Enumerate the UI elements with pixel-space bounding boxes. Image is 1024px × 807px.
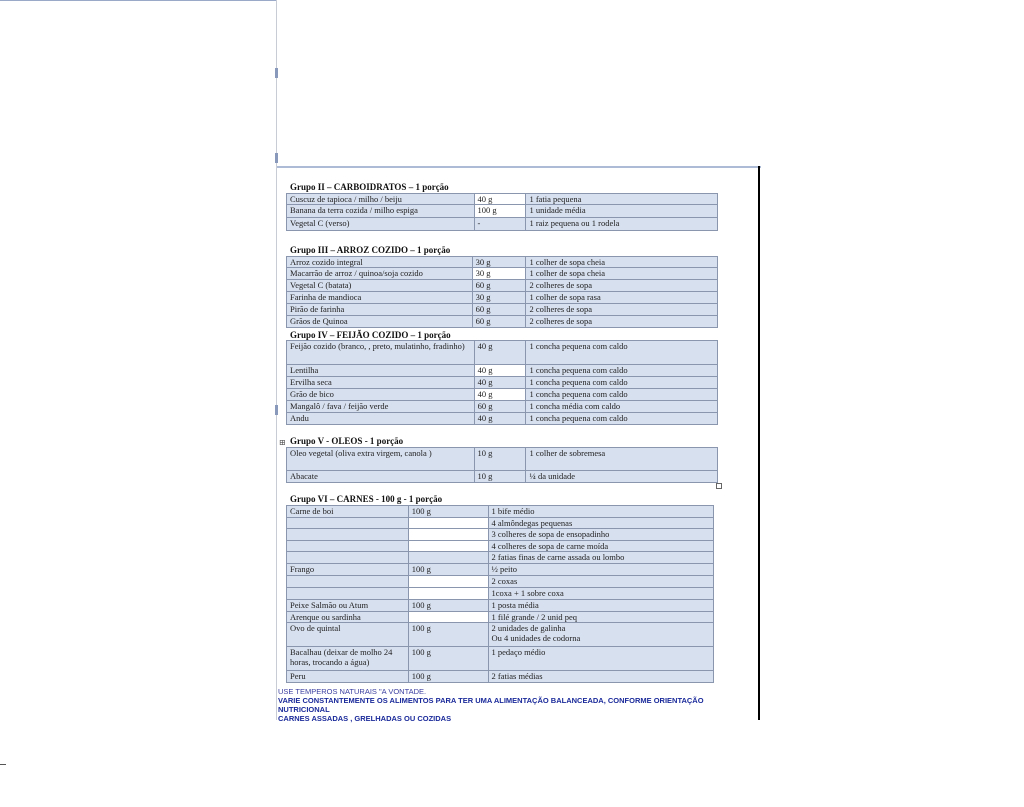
table-row — [287, 413, 718, 425]
portion-cell[interactable]: 4 almôndegas pequenas — [488, 518, 713, 529]
table-row — [287, 541, 714, 552]
table-row — [287, 647, 714, 671]
table-row — [287, 564, 714, 576]
quantity-cell[interactable]: 100 g — [474, 205, 526, 218]
notes-block — [278, 687, 748, 723]
table-row — [287, 304, 718, 316]
quantity-cell[interactable] — [408, 518, 488, 529]
food-cell[interactable]: Peru — [287, 671, 409, 683]
food-cell[interactable]: Ervilha seca — [287, 377, 475, 389]
food-cell[interactable]: Vegetal C (batata) — [287, 280, 473, 292]
portion-cell[interactable]: ¼ da unidade — [526, 471, 718, 483]
quantity-cell[interactable] — [408, 576, 488, 588]
food-cell[interactable]: Peixe Salmão ou Atum — [287, 600, 409, 612]
food-cell[interactable]: Vegetal C (verso) — [287, 218, 475, 231]
portion-cell[interactable]: 2 colheres de sopa — [526, 316, 718, 328]
portion-cell[interactable]: 1 raiz pequena ou 1 rodela — [526, 218, 718, 231]
food-cell[interactable]: Pirão de farinha — [287, 304, 473, 316]
food-cell[interactable] — [287, 541, 409, 552]
note-temperos: USE TEMPEROS NATURAIS "A VONTADE. — [278, 687, 427, 696]
quantity-cell[interactable]: 100 g — [408, 671, 488, 683]
table-row — [287, 205, 718, 218]
table-row — [287, 506, 714, 518]
quantity-cell[interactable]: 40 g — [474, 341, 526, 365]
quantity-cell[interactable]: 100 g — [408, 506, 488, 518]
portion-cell[interactable]: 1 bife médio — [488, 506, 713, 518]
quantity-cell[interactable] — [408, 588, 488, 600]
table-resize-handle[interactable] — [716, 483, 722, 489]
quantity-cell[interactable]: 30 g — [472, 292, 526, 304]
table-row — [287, 194, 718, 205]
portion-cell[interactable]: 2 fatias finas de carne assada ou lombo — [488, 552, 713, 564]
food-cell[interactable]: Carne de boi — [287, 506, 409, 518]
group-5-table — [286, 447, 718, 483]
quantity-cell[interactable]: 40 g — [474, 389, 526, 401]
food-cell[interactable]: Andu — [287, 413, 475, 425]
table-row — [287, 671, 714, 683]
table-row — [287, 218, 718, 231]
portion-cell[interactable]: 2 unidades de galinha Ou 4 unidades de codorna — [488, 623, 713, 647]
table-row — [287, 471, 718, 483]
food-cell[interactable]: Ovo de quintal — [287, 623, 409, 647]
quantity-cell[interactable] — [408, 552, 488, 564]
quantity-cell[interactable]: 60 g — [474, 401, 526, 413]
table-row — [287, 401, 718, 413]
quantity-cell[interactable]: 40 g — [474, 413, 526, 425]
food-cell[interactable]: Cuscuz de tapioca / milho / beiju — [287, 194, 475, 205]
group-6-table — [286, 505, 714, 683]
table-row — [287, 389, 718, 401]
portion-cell[interactable]: 1 concha pequena com caldo — [526, 377, 718, 389]
table-row — [287, 529, 714, 541]
food-cell[interactable]: Arenque ou sardinha — [287, 612, 409, 623]
group-4-table — [286, 340, 718, 425]
group-2-table — [286, 193, 718, 231]
food-cell[interactable]: Banana da terra cozida / milho espiga — [287, 205, 475, 218]
margin-marker — [275, 68, 278, 78]
portion-cell[interactable]: 1 concha pequena com caldo — [526, 365, 718, 377]
document-left-margin-line — [276, 0, 277, 720]
quantity-cell[interactable] — [408, 529, 488, 541]
table-row — [287, 612, 714, 623]
table-row — [287, 257, 718, 268]
portion-cell[interactable]: 1 concha pequena com caldo — [526, 341, 718, 365]
portion-cell[interactable]: 1 fatia pequena — [526, 194, 718, 205]
table-row — [287, 552, 714, 564]
group-5-heading: Grupo V - OLEOS - 1 porção — [290, 436, 404, 446]
table-row — [287, 280, 718, 292]
table-row — [287, 377, 718, 389]
quantity-cell[interactable]: 30 g — [472, 257, 526, 268]
quantity-cell[interactable]: 10 g — [474, 471, 526, 483]
food-cell[interactable] — [287, 576, 409, 588]
portion-cell[interactable]: 1 concha pequena com caldo — [526, 413, 718, 425]
portion-cell[interactable]: 2 colheres de sopa — [526, 304, 718, 316]
portion-cell[interactable]: 1coxa + 1 sobre coxa — [488, 588, 713, 600]
group-2-heading: Grupo II – CARBOIDRATOS – 1 porção — [290, 182, 449, 192]
table-row — [287, 588, 714, 600]
portion-cell[interactable]: 1 posta média — [488, 600, 713, 612]
food-cell[interactable]: Macarrão de arroz / quinoa/soja cozido — [287, 268, 473, 280]
note-carnes: CARNES ASSADAS , GRELHADAS OU COZIDAS — [278, 714, 452, 723]
group-6-heading: Grupo VI – CARNES - 100 g - 1 porção — [290, 494, 443, 504]
portion-cell[interactable]: 1 unidade média — [526, 205, 718, 218]
quantity-cell[interactable]: 100 g — [408, 623, 488, 647]
food-cell[interactable]: Farinha de mandioca — [287, 292, 473, 304]
table-row — [287, 365, 718, 377]
table-row — [287, 623, 714, 647]
quantity-cell[interactable]: - — [474, 218, 526, 231]
food-cell[interactable]: Grãos de Quinoa — [287, 316, 473, 328]
quantity-cell[interactable]: 60 g — [472, 280, 526, 292]
portion-cell[interactable]: 3 colheres de sopa de ensopadinho — [488, 529, 713, 541]
portion-cell[interactable]: 2 fatias médias — [488, 671, 713, 683]
quantity-cell[interactable] — [408, 541, 488, 552]
portion-cell[interactable]: ½ peito — [488, 564, 713, 576]
food-cell[interactable]: Arroz cozido integral — [287, 257, 473, 268]
corner-dash — [0, 764, 6, 765]
window-top-border — [0, 0, 276, 1]
food-cell[interactable] — [287, 518, 409, 529]
table-row — [287, 341, 718, 365]
table-row — [287, 268, 718, 280]
food-cell[interactable]: Lentilha — [287, 365, 475, 377]
portion-cell[interactable]: 2 colheres de sopa — [526, 280, 718, 292]
note-varie: VARIE CONSTANTEMENTE OS ALIMENTOS PARA TER UMA ALIMENTAÇÃO BALANCEADA, CONFORME ORIENTAÇÃO NUTRICIONAL — [278, 696, 704, 714]
portion-cell[interactable]: 2 coxas — [488, 576, 713, 588]
food-cell[interactable]: Grão de bico — [287, 389, 475, 401]
quantity-cell[interactable]: 60 g — [472, 304, 526, 316]
quantity-cell[interactable]: 10 g — [474, 448, 526, 471]
quantity-cell[interactable]: 100 g — [408, 564, 488, 576]
portion-cell[interactable]: 1 colher de sopa cheia — [526, 257, 718, 268]
portion-cell[interactable]: 1 concha pequena com caldo — [526, 389, 718, 401]
table-row — [287, 576, 714, 588]
table-row — [287, 316, 718, 328]
food-cell[interactable]: Feijão cozido (branco, , preto, mulatinho, fradinho) — [287, 341, 475, 365]
food-cell[interactable]: Bacalhau (deixar de molho 24 horas, trocando a água) — [287, 647, 409, 671]
portion-cell[interactable]: 1 pedaço médio — [488, 647, 713, 671]
portion-cell[interactable]: 1 filé grande / 2 unid peq — [488, 612, 713, 623]
quantity-cell[interactable]: 60 g — [472, 316, 526, 328]
group-3-heading: Grupo III – ARROZ COZIDO – 1 porção — [290, 245, 451, 255]
food-cell[interactable]: Mangalô / fava / feijão verde — [287, 401, 475, 413]
margin-marker — [275, 153, 278, 163]
food-cell[interactable]: Oleo vegetal (oliva extra virgem, canola ) — [287, 448, 475, 471]
quantity-cell[interactable]: 100 g — [408, 647, 488, 671]
food-cell[interactable]: Abacate — [287, 471, 475, 483]
quantity-cell[interactable]: 40 g — [474, 194, 526, 205]
table-row — [287, 448, 718, 471]
food-cell[interactable] — [287, 552, 409, 564]
quantity-cell[interactable] — [408, 612, 488, 623]
group-3-table — [286, 256, 718, 328]
quantity-cell[interactable]: 100 g — [408, 600, 488, 612]
food-cell[interactable]: Frango — [287, 564, 409, 576]
portion-cell[interactable]: 1 colher de sopa rasa — [526, 292, 718, 304]
quantity-cell[interactable]: 40 g — [474, 365, 526, 377]
group-4-heading: Grupo IV – FEIJÃO COZIDO – 1 porção — [290, 330, 451, 340]
food-cell[interactable] — [287, 529, 409, 541]
quantity-cell[interactable]: 30 g — [472, 268, 526, 280]
table-anchor-icon[interactable]: ⊞ — [279, 438, 286, 447]
document-page — [278, 168, 758, 723]
table-row — [287, 518, 714, 529]
page-right-edge — [758, 166, 760, 720]
portion-cell[interactable]: 1 colher de sopa cheia — [526, 268, 718, 280]
quantity-cell[interactable]: 40 g — [474, 377, 526, 389]
table-row — [287, 600, 714, 612]
portion-cell[interactable]: 4 colheres de sopa de carne moída — [488, 541, 713, 552]
food-cell[interactable] — [287, 588, 409, 600]
table-row — [287, 292, 718, 304]
portion-cell[interactable]: 1 concha média com caldo — [526, 401, 718, 413]
portion-cell[interactable]: 1 colher de sobremesa — [526, 448, 718, 471]
